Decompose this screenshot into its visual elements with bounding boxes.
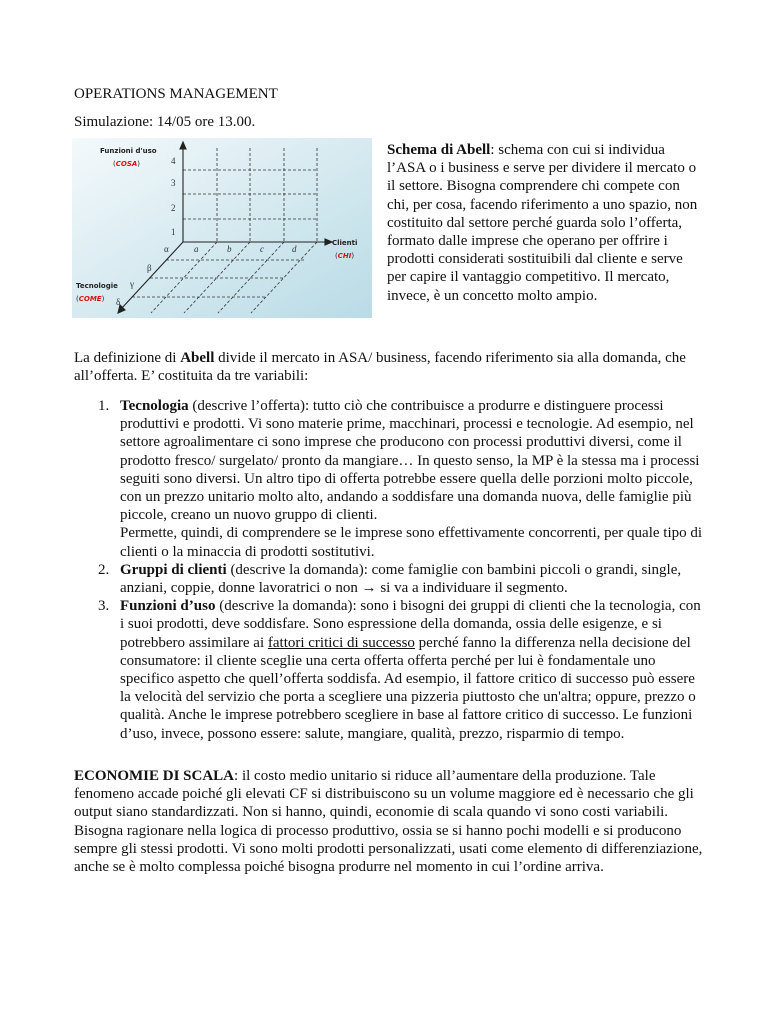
z-tick: α: [164, 244, 169, 254]
list-text: (descrive la domanda): sono i bisogni dei gruppi di clienti che la tecnologia, con i suoi prodotti, deve soddisfare. Sono espressione della domanda, ossia delle esigenze, e si potrebbero assimilare ai: [120, 598, 701, 651]
list-text: Permette, quindi, di comprendere se le imprese sono effettivamente concorrenti, per quale tipo di clienti o la minaccia di prodotti sostitutivi.: [120, 525, 703, 560]
economies-text: : il costo medio unitario si riduce all’aumentare della produzione. Tale fenomeno accade poiché gli elevati CF si distribuiscono su un volume maggiore ed è necessario che gli output siano standardizzati. Non si hanno, quindi, economie di scala quando vi sono costi variabili. Bisogna ragionare nella logica di processo produttivo, ossia se si hanno pochi modelli e si producono sempre gli stessi prodotti. Vi sono molti prodotti personalizzati, usati come elemento di differenziazione, anche se è molto complessa poiché bisogna produrre nel momento in cui l’ordine arriva.: [74, 768, 703, 876]
z-axis-label: Tecnologie: [76, 282, 118, 290]
list-text: (descrive la domanda): come famiglie con bambini piccoli o grandi, single, anziani, coppie, donne lavoratrici o non: [120, 561, 682, 597]
arrow-right-icon: →: [361, 580, 377, 597]
x-tick: d: [292, 244, 297, 254]
y-tick: 4: [171, 156, 176, 166]
list-text: (descrive l’offerta): tutto ciò che contribuisce a produrre e distinguere processi produttivi e prodotti. Vi sono materie prime, macchinari, processi e tecnologie. Ad esempio, nel settore agroalimentare ci sono imprese che producono con processi produttivi diversi, come il prodotto fresco/ surgelato/ pronto da mangiare… In questo senso, la MP è la stessa ma i processi seguiti sono diversi. Un altro tipo di offerta potrebbe essere quella delle porzioni molto piccole, con un prezzo unitario molto alto, andando a soddisfare una domanda nuova, delle famiglie più piccole, creano un nuovo gruppo di clienti.: [120, 398, 700, 524]
list-term: Funzioni d’uso: [120, 598, 216, 615]
svg-text:(CHI): (CHI): [335, 252, 355, 260]
y-tick: 2: [171, 203, 176, 213]
y-axis-label: Funzioni d'uso: [100, 147, 157, 155]
variables-list: [74, 397, 704, 743]
list-number: 3.: [98, 598, 110, 615]
abell-diagram: [72, 138, 372, 318]
y-axis-sub: COSA: [115, 160, 138, 168]
y-tick: 3: [171, 178, 176, 188]
x-tick: b: [227, 244, 232, 254]
x-axis-label: Clienti: [332, 239, 358, 247]
underlined-term: fattori critici di successo: [267, 634, 415, 651]
abell-text: : schema con cui si individua l’ASA o i business e serve per dividere il mercato o il settore. Bisogna comprendere chi compete con chi, per cosa, facendo riferimento a uno spazio, non costituito dal settore perché guarda solo l’offerta, formato dalle imprese che operano per offrire i prodotti considerati sostituibili dal cliente e serve per capire il vantaggio competitivo. Il mercato, invece, è un concetto molto ampio.: [387, 142, 698, 304]
list-number: 2.: [98, 561, 110, 578]
economies-paragraph: [74, 767, 706, 876]
definition-pre: La definizione di: [74, 350, 181, 366]
list-item-funzioni-uso: [74, 597, 704, 743]
abell-term: Schema di Abell: [387, 142, 491, 158]
definition-paragraph: [74, 349, 704, 385]
z-axis-sub: COME: [78, 295, 102, 303]
document-title: OPERATIONS MANAGEMENT: [74, 86, 278, 102]
z-tick: δ: [116, 297, 121, 307]
svg-text:(COSA): (COSA): [113, 160, 141, 168]
list-item-tecnologia: [74, 397, 704, 561]
svg-text:(COME): (COME): [76, 295, 105, 303]
y-tick: 1: [171, 227, 176, 237]
list-term: Gruppi di clienti: [120, 561, 227, 578]
simulation-date: Simulazione: 14/05 ore 13.00.: [74, 114, 256, 130]
z-tick: β: [147, 263, 152, 273]
x-tick: a: [194, 244, 199, 254]
abell-schema-paragraph: [387, 141, 702, 305]
list-text: si va a individuare il segmento.: [376, 580, 568, 597]
definition-post: divide il mercato in ASA/ business, facendo riferimento sia alla domanda, che all’offerta. E’ costituita da tre variabili:: [74, 350, 686, 385]
list-item-gruppi-clienti: [74, 561, 704, 597]
definition-bold: Abell: [180, 350, 215, 366]
list-text: perché fanno la differenza nella decisione del consumatore: il cliente sceglie una certa offerta offerta perché per lui è fondamentale uno specifico aspetto che quell’offerta soddisfa. Ad esempio, il fattore critico di successo può essere la velocità del servizio che porta a scegliere una pizzeria piuttosto che un'altra; oppure, prezzo o qualità. Anche le imprese potrebbero scegliere in base al fattore critico di successo. Le funzioni d’uso, invece, possono essere: salute, mangiare, qualità, prezzo, risparmio di tempo.: [120, 634, 696, 742]
x-tick: c: [260, 244, 264, 254]
list-number: 1.: [98, 398, 110, 414]
z-tick: γ: [130, 279, 134, 289]
economies-term: ECONOMIE DI SCALA: [74, 768, 235, 784]
list-term: Tecnologia: [120, 398, 189, 414]
x-axis-sub: CHI: [337, 252, 352, 260]
